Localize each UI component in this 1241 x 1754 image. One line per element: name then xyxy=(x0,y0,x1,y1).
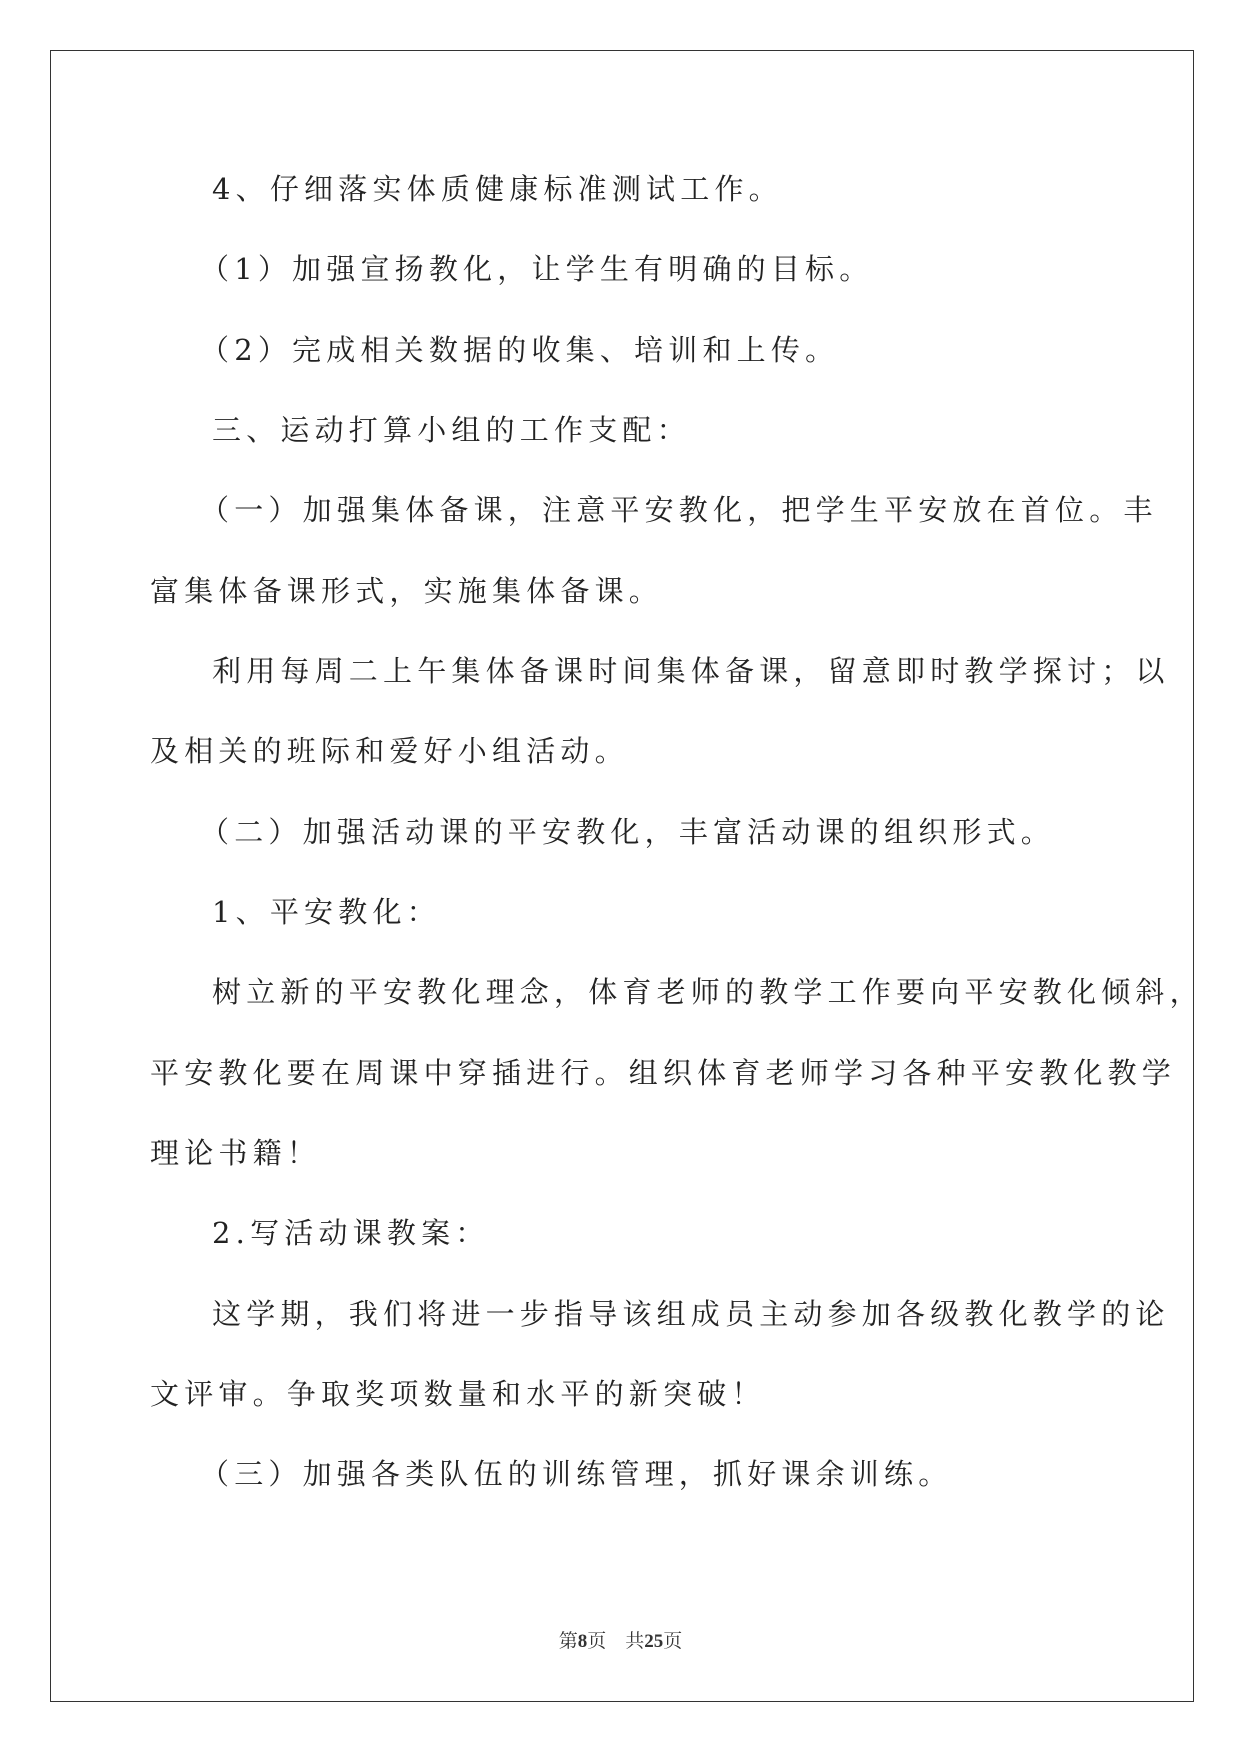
paragraph-line: 平安教化要在周课中穿插进行。组织体育老师学习各种平安教化教学 xyxy=(150,1056,1177,1090)
total-pages: 25 xyxy=(644,1631,664,1652)
paragraph-line: 这学期，我们将进一步指导该组成员主动参加各级教化教学的论 xyxy=(212,1297,1170,1331)
paragraph-line: （一）加强集体备课，注意平安教化，把学生平安放在首位。丰 xyxy=(200,493,1158,527)
page-suffix: 页 xyxy=(587,1631,607,1652)
paragraph-line: （二）加强活动课的平安教化，丰富活动课的组织形式。 xyxy=(200,815,1056,849)
paragraph-line: 利用每周二上午集体备课时间集体备课，留意即时教学探讨；以 xyxy=(212,654,1170,688)
page-number: 8 xyxy=(577,1631,588,1652)
paragraph-line: 理论书籍！ xyxy=(150,1136,322,1170)
paragraph-line: 文评审。争取奖项数量和水平的新突破！ xyxy=(150,1377,766,1411)
paragraph-line: （三）加强各类队伍的训练管理，抓好课余训练。 xyxy=(200,1457,953,1491)
paragraph-line: 4、仔细落实体质健康标准测试工作。 xyxy=(212,172,783,206)
paragraph-line: （2）完成相关数据的收集、培训和上传。 xyxy=(200,333,840,367)
total-prefix: 共 xyxy=(625,1631,645,1652)
page-prefix: 第 xyxy=(558,1631,578,1652)
paragraph-line: （1）加强宣扬教化，让学生有明确的目标。 xyxy=(200,252,874,286)
section-heading: 三、运动打算小组的工作支配： xyxy=(212,413,691,447)
paragraph-line: 2.写活动课教案： xyxy=(212,1216,490,1250)
paragraph-line: 富集体备课形式，实施集体备课。 xyxy=(150,574,664,608)
page-footer xyxy=(0,1630,1241,1654)
paragraph-line: 及相关的班际和爱好小组活动。 xyxy=(150,734,629,768)
total-suffix: 页 xyxy=(663,1631,683,1652)
paragraph-line: 树立新的平安教化理念，体育老师的教学工作要向平安教化倾斜， xyxy=(212,975,1204,1009)
paragraph-line: 1、平安教化： xyxy=(212,895,441,929)
